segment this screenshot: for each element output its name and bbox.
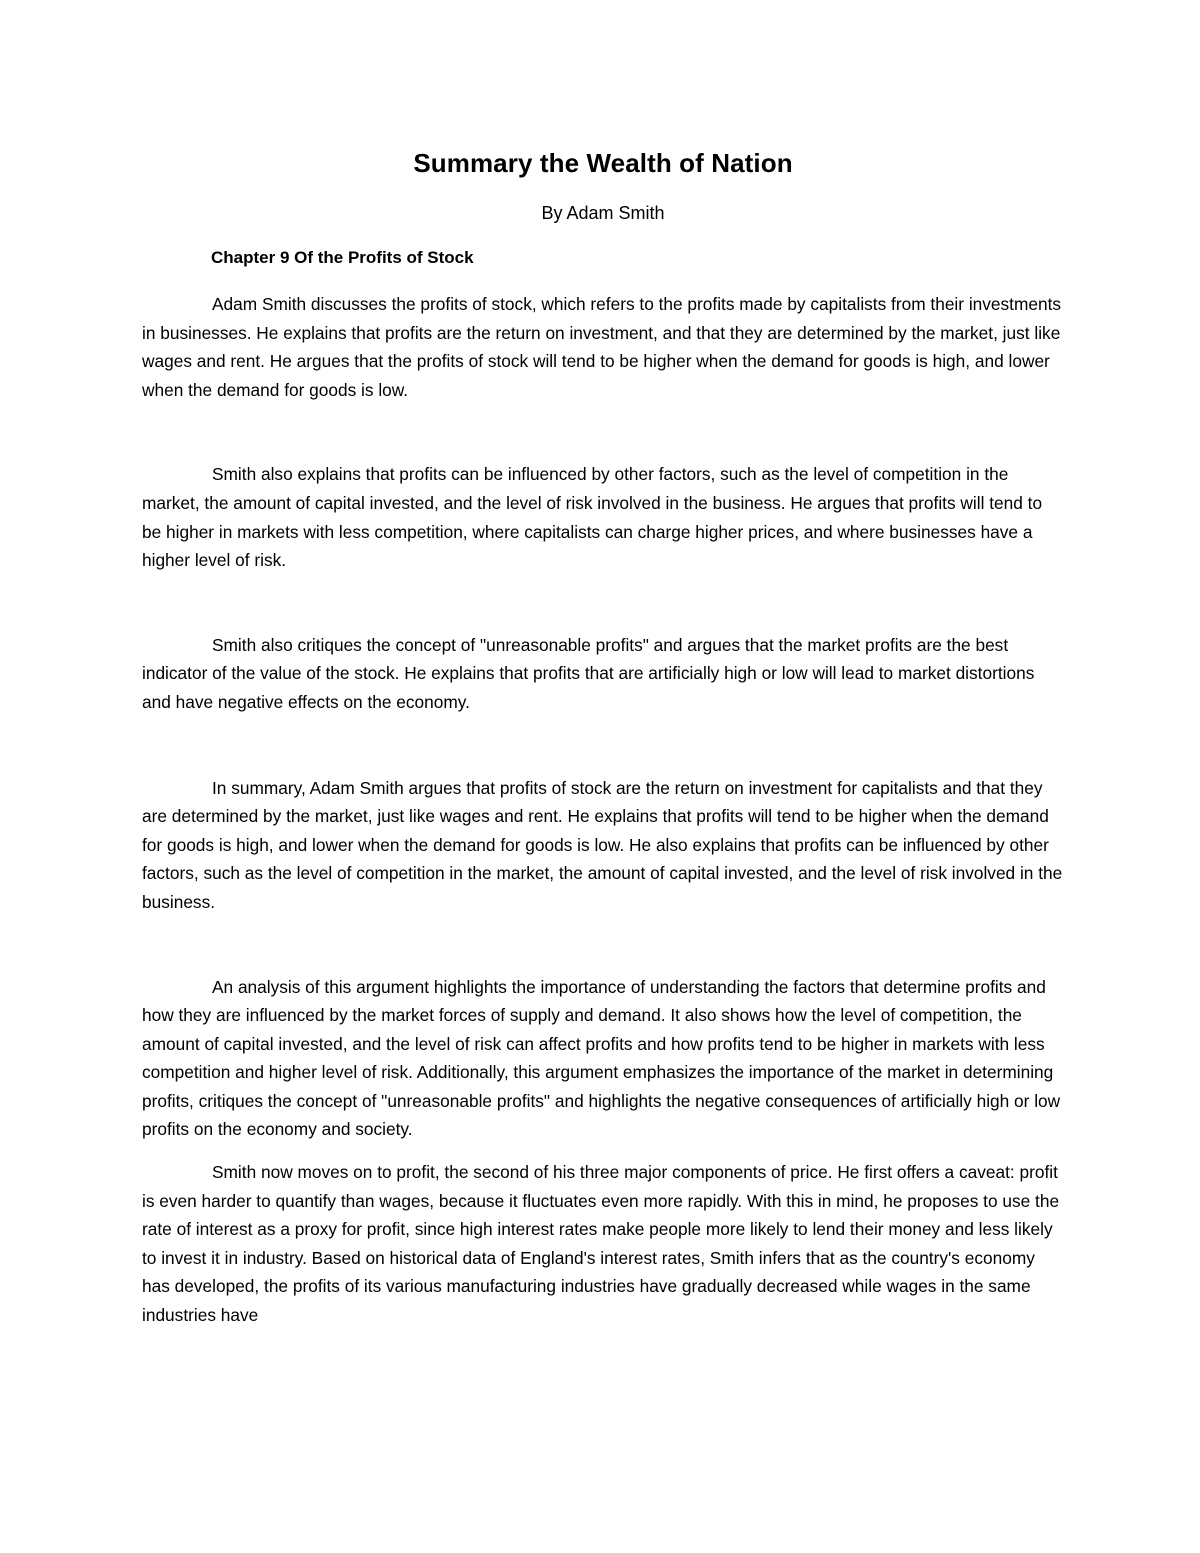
paragraph: Adam Smith discusses the profits of stock, which refers to the profits made by capitalists from their investments in businesses. He explains that profits are the return on investment, and that they are determined by the market, just like wages and rent. He argues that the profits of stock will tend to be higher when the demand for goods is high, and lower when the demand for goods is low. bbox=[142, 294, 1062, 400]
paragraph: In summary, Adam Smith argues that profits of stock are the return on investment for capitalists and that they are determined by the market, just like wages and rent. He explains that profits will tend to be higher when the demand for goods is high, and lower when the demand for goods is low. He also explains that profits can be influenced by other factors, such as the level of competition in the market, the amount of capital invested, and the level of risk involved in the business. bbox=[142, 777, 1063, 912]
chapter-heading: Chapter 9 Of the Profits of Stock bbox=[211, 248, 474, 267]
document-body bbox=[142, 145, 1064, 1330]
paragraph: An analysis of this argument highlights the importance of understanding the factors that determine profits and how they are influenced by the market forces of supply and demand. It also shows how the level of competition, the amount of capital invested, and the level of risk can affect profits and how profits tend to be higher in markets with less competition and higher level of risk. Additionally, this argument emphasizes the importance of the market in determining profits, critiques the concept of "unreasonable profits" and highlights the negative consequences of artificially high or low profits on the economy and society. bbox=[142, 976, 1061, 1140]
paragraph: Smith now moves on to profit, the second of his three major components of price. He first offers a caveat: profit is even harder to quantify than wages, because it fluctuates even more rapidly. With this in mind, he proposes to use the rate of interest as a proxy for profit, since high interest rates make people more likely to lend their money and less likely to invest it in industry. Based on historical data of England's interest rates, Smith infers that as the country's economy has developed, the profits of its various manufacturing industries have gradually decreased while wages in the same industries have bbox=[142, 1162, 1060, 1326]
document-author: By Adam Smith bbox=[541, 203, 665, 223]
paragraph: Smith also explains that profits can be influenced by other factors, such as the level of competition in the market, the amount of capital invested, and the level of risk involved in the business. He argues that profits will tend to be higher in markets with less competition, where capitalists can charge higher prices, and where businesses have a higher level of risk. bbox=[142, 464, 1043, 571]
paragraph: Smith also critiques the concept of "unreasonable profits" and argues that the market profits are the best indicator of the value of the stock. He explains that profits that are artificially high or low will lead to market distortions and have negative effects on the economy. bbox=[142, 634, 1035, 712]
document-title: Summary the Wealth of Nation bbox=[413, 148, 793, 178]
